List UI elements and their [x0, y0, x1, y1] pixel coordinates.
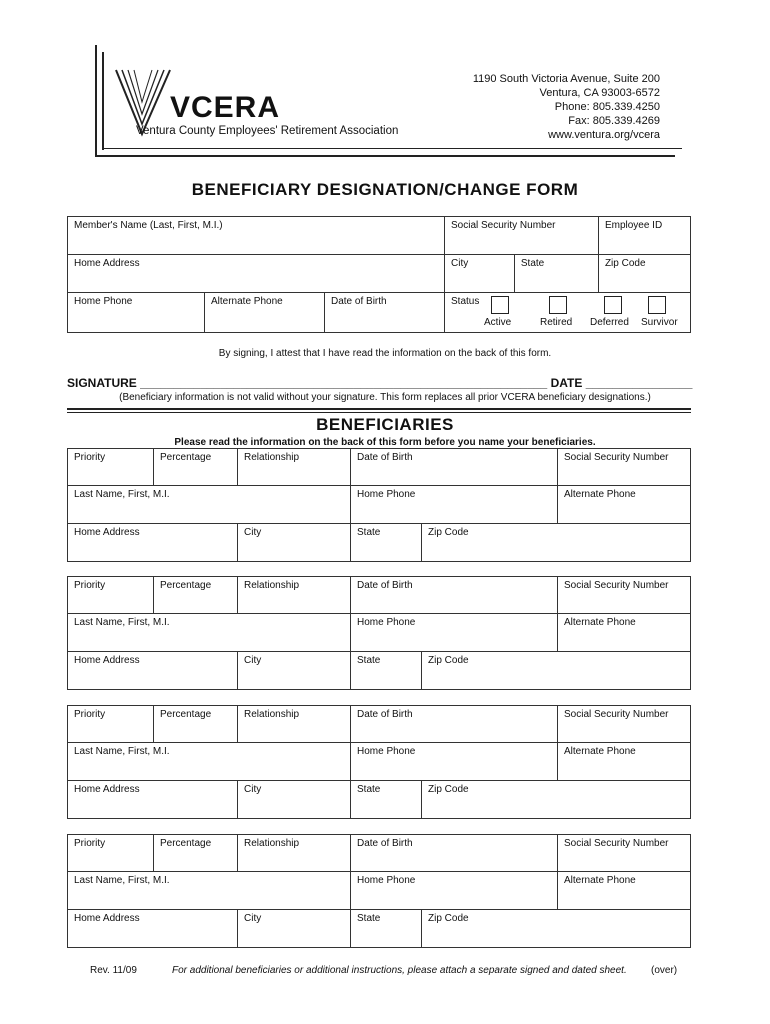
alt-phone-field[interactable] — [558, 486, 691, 524]
dob-label: Date of Birth — [331, 296, 387, 307]
ssn-field[interactable] — [558, 835, 691, 872]
beneficiaries-instructions: Please read the information on the back of this form before you name your beneficiaries. — [174, 437, 596, 448]
address-line: www.ventura.org/vcera — [548, 129, 660, 141]
logo-frame-line — [95, 155, 675, 157]
city-label: City — [244, 784, 262, 795]
alt-phone-label: Alternate Phone — [564, 617, 636, 628]
alt-phone-label: Alternate Phone — [564, 875, 636, 886]
percentage-label: Percentage — [160, 452, 212, 463]
status-active-checkbox[interactable] — [491, 296, 509, 314]
home-address-label: Home Address — [74, 258, 140, 269]
priority-field[interactable] — [68, 577, 154, 614]
city-label: City — [451, 258, 469, 269]
dob-field[interactable] — [351, 835, 558, 872]
address-field[interactable] — [68, 781, 238, 819]
zip-field[interactable] — [598, 255, 690, 293]
status-field — [445, 293, 691, 333]
name-field[interactable] — [68, 872, 351, 910]
employee-id-field[interactable] — [598, 217, 690, 255]
home-phone-label: Home Phone — [357, 746, 416, 757]
status-survivor-checkbox[interactable] — [648, 296, 666, 314]
member-name-field[interactable] — [68, 217, 445, 255]
city-label: City — [244, 655, 262, 666]
alt-phone-field[interactable] — [558, 614, 691, 652]
home-phone-label: Home Phone — [357, 875, 416, 886]
alt-phone-label: Alternate Phone — [564, 746, 636, 757]
city-field[interactable] — [238, 910, 351, 948]
priority-label: Priority — [74, 580, 106, 591]
section-divider — [67, 408, 691, 410]
logo-frame-line — [95, 45, 97, 157]
priority-field[interactable] — [68, 706, 154, 743]
date-label: DATE — [550, 376, 583, 390]
state-field[interactable] — [351, 652, 422, 690]
state-label: State — [357, 527, 381, 538]
dob-label: Date of Birth — [357, 838, 413, 849]
name-label: Last Name, First, M.I. — [74, 617, 170, 628]
status-active-label: Active — [484, 317, 512, 328]
org-name: Ventura County Employees' Retirement Association — [136, 125, 399, 137]
dob-label: Date of Birth — [357, 580, 413, 591]
priority-label: Priority — [74, 838, 106, 849]
member-ssn-field[interactable] — [445, 217, 599, 255]
home-phone-field[interactable] — [351, 872, 558, 910]
zip-label: Zip Code — [428, 655, 469, 666]
alt-phone-field[interactable] — [558, 872, 691, 910]
home-phone-label: Home Phone — [357, 617, 416, 628]
form-title: BENEFICIARY DESIGNATION/CHANGE FORM — [191, 180, 579, 199]
percentage-field[interactable] — [154, 835, 238, 872]
attestation-text: By signing, I attest that I have read the information on the back of this form. — [218, 348, 552, 359]
name-field[interactable] — [68, 614, 351, 652]
relationship-field[interactable] — [238, 835, 351, 872]
percentage-label: Percentage — [160, 580, 212, 591]
status-survivor-label: Survivor — [641, 317, 678, 328]
state-label: State — [520, 258, 545, 269]
ssn-label: Social Security Number — [564, 580, 669, 591]
ssn-label: Social Security Number — [564, 709, 669, 720]
address-line: Ventura, CA 93003-6572 — [539, 87, 660, 99]
member-info-table — [67, 216, 691, 333]
address-field[interactable] — [68, 652, 238, 690]
alt-phone-field[interactable] — [205, 293, 325, 333]
signature-label: SIGNATURE — [67, 376, 137, 390]
state-label: State — [357, 784, 381, 795]
footer-note: For additional beneficiaries or additional instructions, please attach a separate signed and dated sheet. — [172, 965, 627, 976]
beneficiary-block — [67, 834, 691, 948]
city-field[interactable] — [445, 255, 515, 293]
name-label: Last Name, First, M.I. — [74, 875, 170, 886]
relationship-label: Relationship — [244, 709, 300, 720]
city-field[interactable] — [238, 524, 351, 562]
home-phone-field[interactable] — [68, 293, 205, 333]
city-field[interactable] — [238, 781, 351, 819]
ssn-field[interactable] — [558, 706, 691, 743]
beneficiaries-title: BENEFICIARIES — [316, 415, 454, 434]
zip-label: Zip Code — [604, 258, 646, 269]
alt-phone-label: Alternate Phone — [564, 489, 636, 500]
zip-field[interactable] — [422, 524, 691, 562]
name-field[interactable] — [68, 743, 351, 781]
address-label: Home Address — [74, 655, 140, 666]
address-line: Phone: 805.339.4250 — [554, 101, 660, 113]
state-label: State — [357, 655, 381, 666]
status-deferred-label: Deferred — [590, 317, 629, 328]
name-field[interactable] — [68, 486, 351, 524]
beneficiary-block — [67, 576, 691, 690]
ssn-label: Social Security Number — [564, 452, 669, 463]
state-field[interactable] — [351, 524, 422, 562]
state-field[interactable] — [514, 255, 598, 293]
status-retired-label: Retired — [540, 317, 573, 328]
ssn-field[interactable] — [558, 449, 691, 486]
zip-label: Zip Code — [428, 784, 469, 795]
city-field[interactable] — [238, 652, 351, 690]
signature-note: (Beneficiary information is not valid without your signature. This form replaces all prior VCERA beneficiary designations.) — [119, 392, 651, 403]
beneficiary-block — [67, 705, 691, 819]
status-retired-checkbox[interactable] — [549, 296, 567, 314]
priority-label: Priority — [74, 452, 106, 463]
alt-phone-field[interactable] — [558, 743, 691, 781]
zip-label: Zip Code — [428, 913, 469, 924]
signature-line — [67, 376, 692, 390]
address-line: 1190 South Victoria Avenue, Suite 200 — [472, 73, 660, 85]
zip-label: Zip Code — [428, 527, 469, 538]
zip-field[interactable] — [422, 652, 691, 690]
relationship-field[interactable] — [238, 449, 351, 486]
relationship-label: Relationship — [244, 452, 300, 463]
relationship-label: Relationship — [244, 838, 300, 849]
employee-id-label: Employee ID — [604, 220, 663, 231]
city-label: City — [244, 527, 262, 538]
status-deferred-checkbox[interactable] — [604, 296, 622, 314]
name-label: Last Name, First, M.I. — [74, 489, 170, 500]
home-address-field[interactable] — [68, 255, 445, 293]
percentage-label: Percentage — [160, 709, 212, 720]
dob-label: Date of Birth — [357, 709, 413, 720]
member-ssn-label: Social Security Number — [451, 220, 556, 231]
dob-field[interactable] — [325, 293, 445, 333]
dob-label: Date of Birth — [357, 452, 413, 463]
date-input[interactable]: ________________ — [585, 376, 693, 390]
section-divider — [67, 412, 691, 413]
home-phone-field[interactable] — [351, 486, 558, 524]
over-label: (over) — [651, 965, 678, 976]
city-label: City — [244, 913, 262, 924]
priority-field[interactable] — [68, 835, 154, 872]
priority-label: Priority — [74, 709, 106, 720]
address-field[interactable] — [68, 910, 238, 948]
address-line: Fax: 805.339.4269 — [568, 115, 660, 127]
ssn-label: Social Security Number — [564, 838, 669, 849]
logo-frame-line — [102, 52, 104, 150]
member-name-label: Member's Name (Last, First, M.I.) — [74, 220, 223, 231]
signature-input[interactable]: _____________________________________________________________ — [140, 376, 548, 390]
dob-field[interactable] — [351, 706, 558, 743]
home-phone-field[interactable] — [351, 743, 558, 781]
dob-field[interactable] — [351, 577, 558, 614]
status-label: Status — [451, 296, 480, 307]
zip-field[interactable] — [422, 910, 691, 948]
org-address — [473, 72, 660, 142]
name-label: Last Name, First, M.I. — [74, 746, 170, 757]
dob-field[interactable] — [351, 449, 558, 486]
percentage-field[interactable] — [154, 577, 238, 614]
logo-wordmark: VCERA — [170, 91, 281, 124]
ssn-field[interactable] — [558, 577, 691, 614]
address-label: Home Address — [74, 913, 140, 924]
state-label: State — [357, 913, 381, 924]
alt-phone-label: Alternate Phone — [211, 296, 283, 307]
address-label: Home Address — [74, 784, 140, 795]
relationship-label: Relationship — [244, 580, 300, 591]
revision-label: Rev. 11/09 — [90, 965, 137, 976]
percentage-field[interactable] — [154, 706, 238, 743]
home-phone-label: Home Phone — [74, 296, 133, 307]
percentage-label: Percentage — [160, 838, 212, 849]
relationship-field[interactable] — [238, 577, 351, 614]
percentage-field[interactable] — [154, 449, 238, 486]
home-phone-field[interactable] — [351, 614, 558, 652]
address-label: Home Address — [74, 527, 140, 538]
state-field[interactable] — [351, 781, 422, 819]
address-field[interactable] — [68, 524, 238, 562]
priority-field[interactable] — [68, 449, 154, 486]
relationship-field[interactable] — [238, 706, 351, 743]
home-phone-label: Home Phone — [357, 489, 416, 500]
logo-frame-line — [102, 148, 682, 149]
zip-field[interactable] — [422, 781, 691, 819]
state-field[interactable] — [351, 910, 422, 948]
beneficiary-block — [67, 448, 691, 562]
